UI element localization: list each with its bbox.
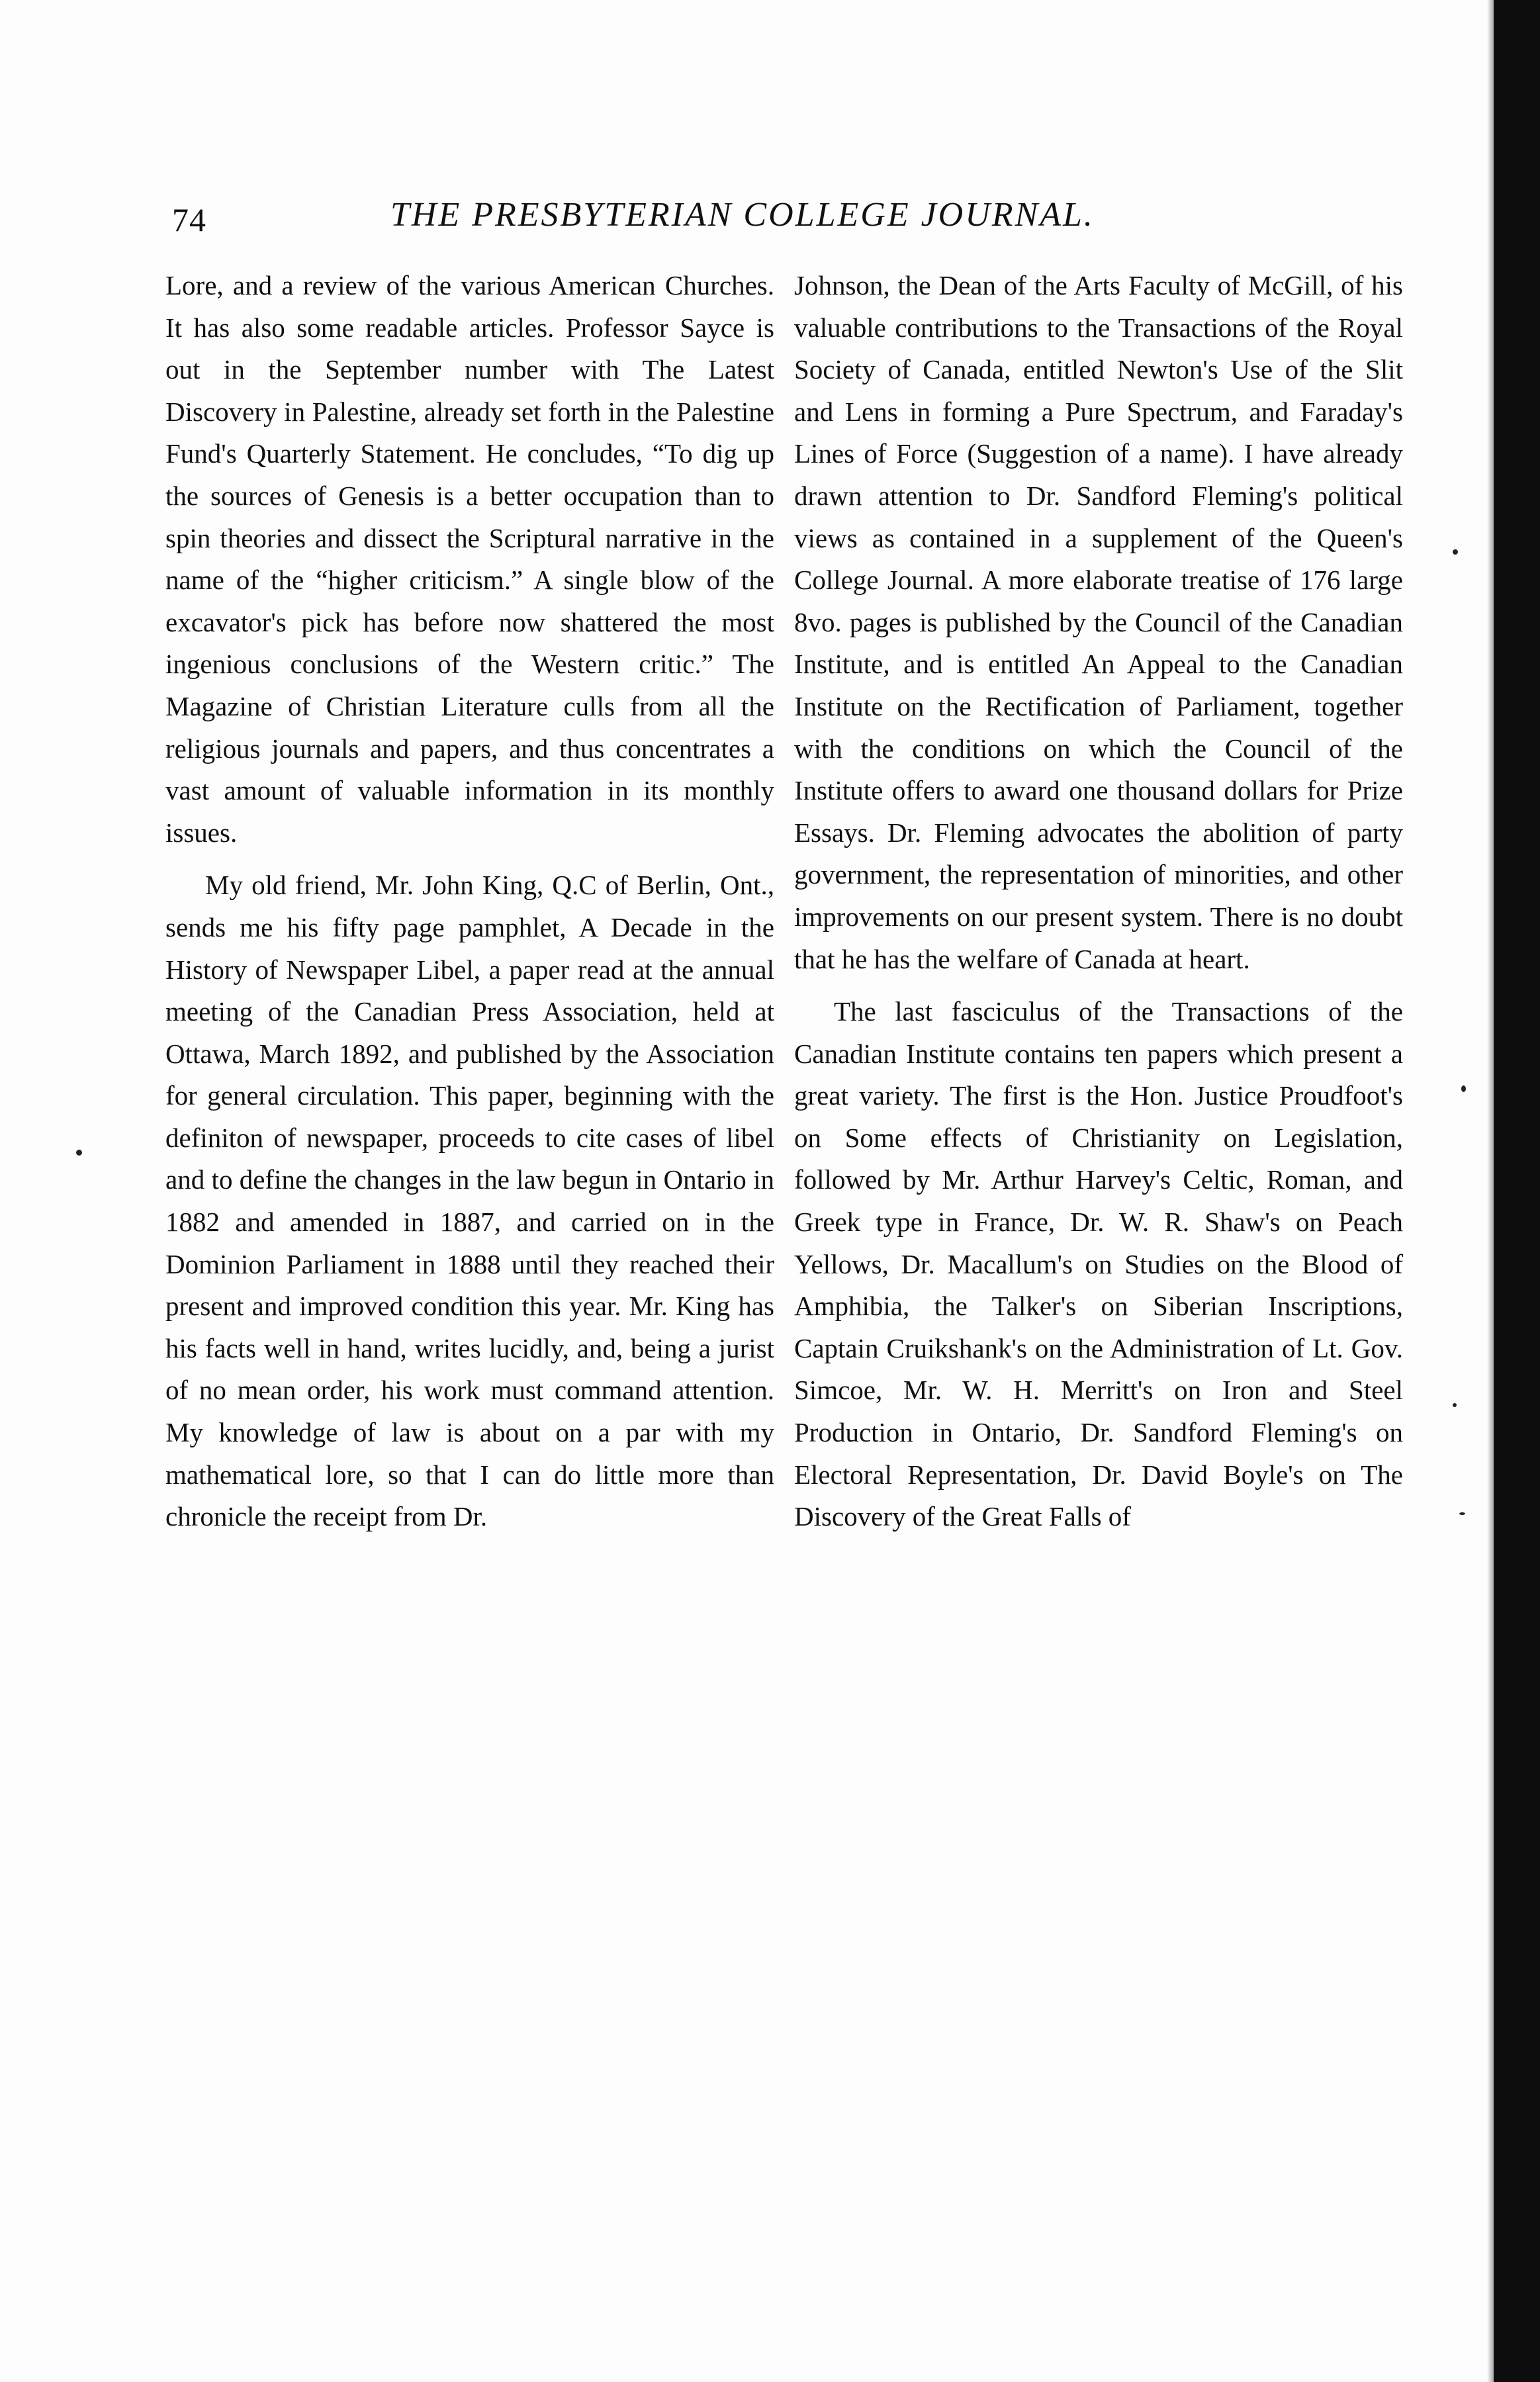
scan-speck bbox=[76, 1150, 82, 1156]
paragraph: Lore, and a review of the various American Churches. It has also some readable articles. Professor Sayce is out in the September number with The Latest Discovery in Palestine, already set forth in the Palestine Fund's Quarterly Statement. He concludes, “To dig up the sources of Genesis is a better occupation than to spin theories and dissect the Scriptural narrative in the name of the “higher criticism.” A single blow of the excavator's pick has before now shattered the most ingenious conclusions of the Western critic.” The Magazine of Christian Literature culls from all the religious journals and papers, and thus concentrates a vast amount of valuable information in its monthly issues. bbox=[165, 270, 774, 848]
scan-speck bbox=[1453, 549, 1458, 555]
right-column bbox=[794, 265, 1403, 1538]
scan-speck bbox=[1459, 1512, 1465, 1515]
scan-speck bbox=[1453, 1403, 1457, 1407]
scan-speck bbox=[1461, 1085, 1466, 1092]
paragraph: Johnson, the Dean of the Arts Faculty of McGill, of his valuable contributions to the Transactions of the Royal Society of Canada, entitled Newton's Use of the Slit and Lens in forming a Pure Spectrum, and Faraday's Lines of Force (Suggestion of a name). I have already drawn attention to Dr. Sandford Fleming's political views as contained in a supplement of the Queen's College Journal. A more elaborate treatise of 176 large 8vo. pages is published by the Council of the Canadian Institute, and is entitled An Appeal to the Canadian Institute on the Rectification of Parliament, together with the conditions on which the Council of the Institute offers to award one thousand dollars for Prize Essays. Dr. Fleming advocates the abolition of party government, the representation of minorities, and other improvements on our present system. There is no doubt that he has the welfare of Canada at heart. bbox=[794, 270, 1403, 974]
scan-edge-shadow bbox=[1487, 0, 1494, 2382]
running-title: THE PRESBYTERIAN COLLEGE JOURNAL. bbox=[390, 196, 1095, 234]
page-header bbox=[172, 195, 1383, 248]
left-column bbox=[165, 265, 774, 1538]
scan-edge-border bbox=[1494, 0, 1540, 2382]
page-number: 74 bbox=[172, 201, 206, 238]
paragraph: The last fasciculus of the Transactions of the Canadian Institute contains ten papers which present a great variety. The first is the Hon. Justice Proudfoot's on Some effects of Christianity on Legislation, followed by Mr. Arthur Harvey's Celtic, Roman, and Greek type in France, Dr. W. R. Shaw's on Peach Yellows, Dr. Macallum's on Studies on the Blood of Amphibia, the Talker's on Siberian Inscriptions, Captain Cruikshank's on the Administration of Lt. Gov. Simcoe, Mr. W. H. Merritt's on Iron and Steel Production in Ontario, Dr. Sandford Fleming's on Electoral Representation, Dr. David Boyle's on The Discovery of the Great Falls of bbox=[794, 996, 1403, 1532]
paragraph: My old friend, Mr. John King, Q.C of Berlin, Ont., sends me his fifty page pamphlet, A Decade in the History of Newspaper Libel, a paper read at the annual meeting of the Canadian Press Association, held at Ottawa, March 1892, and published by the Association for general circulation. This paper, beginning with the definiton of newspaper, proceeds to cite cases of libel and to define the changes in the law begun in Ontario in 1882 and amended in 1887, and carried on in the Dominion Parliament in 1888 until they reached their present and improved condition this year. Mr. King has his facts well in hand, writes lucidly, and, being a jurist of no mean order, his work must command attention. My knowledge of law is about on a par with my mathematical lore, so that I can do little more than chronicle the receipt from Dr. bbox=[165, 870, 774, 1532]
